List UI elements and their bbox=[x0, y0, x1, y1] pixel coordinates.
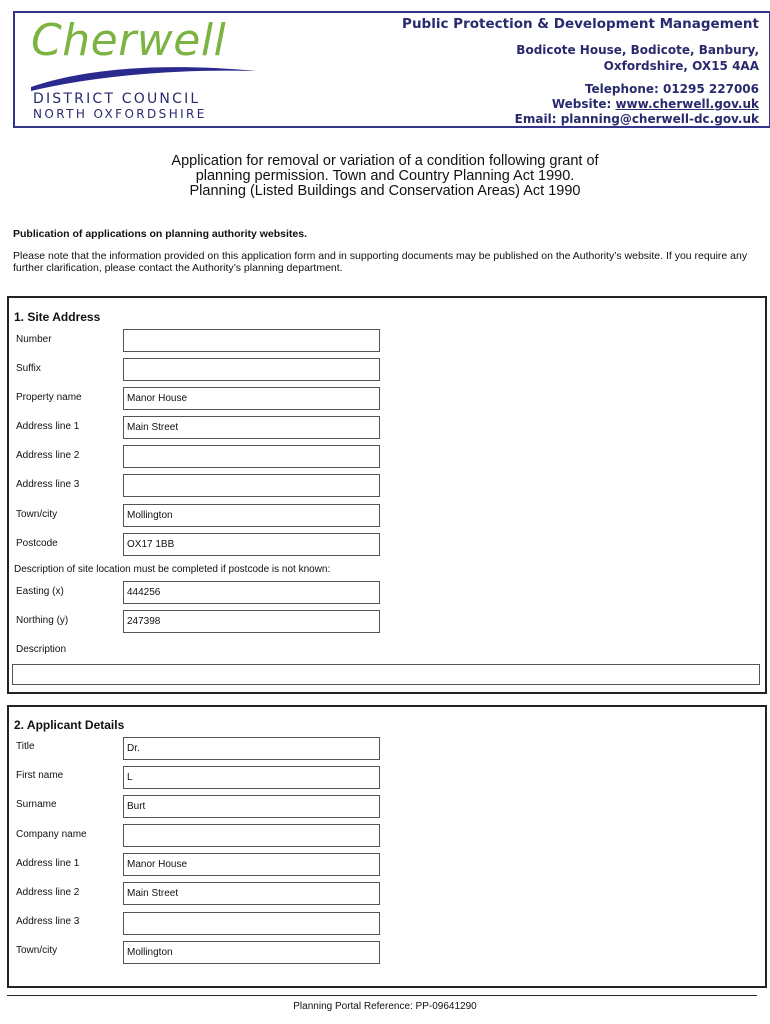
field-label: Address line 3 bbox=[16, 916, 80, 927]
field-label: Address line 2 bbox=[16, 450, 80, 461]
property-name-field[interactable]: Manor House bbox=[123, 387, 380, 410]
org-website-row bbox=[402, 97, 759, 112]
applicant-details-section bbox=[7, 705, 767, 988]
field-label: Town/city bbox=[16, 509, 58, 520]
council-logo-text: Cherwell bbox=[31, 15, 227, 66]
org-email-row bbox=[402, 112, 759, 127]
org-address-line2: Oxfordshire, OX15 4AA bbox=[603, 59, 759, 73]
field-label: Number bbox=[16, 334, 52, 345]
field-label: Property name bbox=[16, 392, 82, 403]
form-title bbox=[0, 154, 770, 199]
letterhead bbox=[13, 11, 770, 128]
field-label: First name bbox=[16, 770, 64, 781]
email-link[interactable]: planning@cherwell-dc.gov.uk bbox=[560, 112, 759, 126]
field-label: Easting (x) bbox=[16, 586, 64, 597]
section-title: 2. Applicant Details bbox=[14, 718, 125, 732]
field-label: Suffix bbox=[16, 363, 41, 374]
applicant-town-city-field[interactable]: Mollington bbox=[123, 941, 380, 964]
suffix-field[interactable] bbox=[123, 358, 380, 381]
form-title-line3: Planning (Listed Buildings and Conservation Areas) Act 1990 bbox=[189, 183, 581, 199]
website-link[interactable]: www.cherwell.gov.uk bbox=[615, 97, 759, 111]
footer-divider bbox=[7, 995, 757, 996]
form-title-line1: Application for removal or variation of a condition following grant of bbox=[171, 153, 599, 169]
section-title: 1. Site Address bbox=[14, 310, 101, 324]
field-label: Address line 3 bbox=[16, 479, 80, 490]
address-line1-field[interactable]: Main Street bbox=[123, 416, 380, 439]
org-address-line1: Bodicote House, Bodicote, Banbury, bbox=[516, 43, 759, 57]
field-label: Title bbox=[16, 741, 35, 752]
location-note: Description of site location must be completed if postcode is not known: bbox=[14, 564, 331, 575]
council-name-line2: NORTH OXFORDSHIRE bbox=[33, 107, 207, 121]
org-telephone: Telephone: 01295 227006 bbox=[584, 82, 759, 96]
surname-field[interactable]: Burt bbox=[123, 795, 380, 818]
field-label: Address line 2 bbox=[16, 887, 80, 898]
number-field[interactable] bbox=[123, 329, 380, 352]
easting-field[interactable]: 444256 bbox=[123, 581, 380, 604]
publication-note: Please note that the information provided on this application form and in supporting documents may be published on the Authority’s website. If you require any further clarification, please contact the Authority’s planning department. bbox=[13, 250, 748, 274]
field-label: Company name bbox=[16, 829, 87, 840]
field-label: Northing (y) bbox=[16, 615, 69, 626]
field-label: Postcode bbox=[16, 538, 58, 549]
address-line3-field[interactable] bbox=[123, 474, 380, 497]
applicant-address-line3-field[interactable] bbox=[123, 912, 380, 935]
field-label: Surname bbox=[16, 799, 57, 810]
applicant-address-line2-field[interactable]: Main Street bbox=[123, 882, 380, 905]
publication-heading: Publication of applications on planning authority websites. bbox=[13, 228, 308, 240]
applicant-address-line1-field[interactable]: Manor House bbox=[123, 853, 380, 876]
field-label: Town/city bbox=[16, 945, 58, 956]
organisation-contact bbox=[402, 16, 759, 127]
email-label: Email: bbox=[514, 112, 561, 126]
website-label: Website: bbox=[551, 97, 616, 111]
council-name-line1: DISTRICT COUNCIL bbox=[33, 91, 201, 107]
org-title: Public Protection & Development Management bbox=[402, 16, 759, 32]
logo-swoosh-icon bbox=[29, 57, 259, 91]
portal-reference: Planning Portal Reference: PP-09641290 bbox=[293, 1001, 477, 1012]
description-field[interactable] bbox=[12, 664, 760, 685]
applicant-title-field[interactable]: Dr. bbox=[123, 737, 380, 760]
form-title-line2: planning permission. Town and Country Planning Act 1990. bbox=[195, 168, 575, 184]
field-label: Description bbox=[16, 644, 67, 655]
site-address-section bbox=[7, 296, 767, 694]
northing-field[interactable]: 247398 bbox=[123, 610, 380, 633]
field-label: Address line 1 bbox=[16, 858, 80, 869]
company-name-field[interactable] bbox=[123, 824, 380, 847]
postcode-field[interactable]: OX17 1BB bbox=[123, 533, 380, 556]
first-name-field[interactable]: L bbox=[123, 766, 380, 789]
field-label: Address line 1 bbox=[16, 421, 80, 432]
town-city-field[interactable]: Mollington bbox=[123, 504, 380, 527]
address-line2-field[interactable] bbox=[123, 445, 380, 468]
